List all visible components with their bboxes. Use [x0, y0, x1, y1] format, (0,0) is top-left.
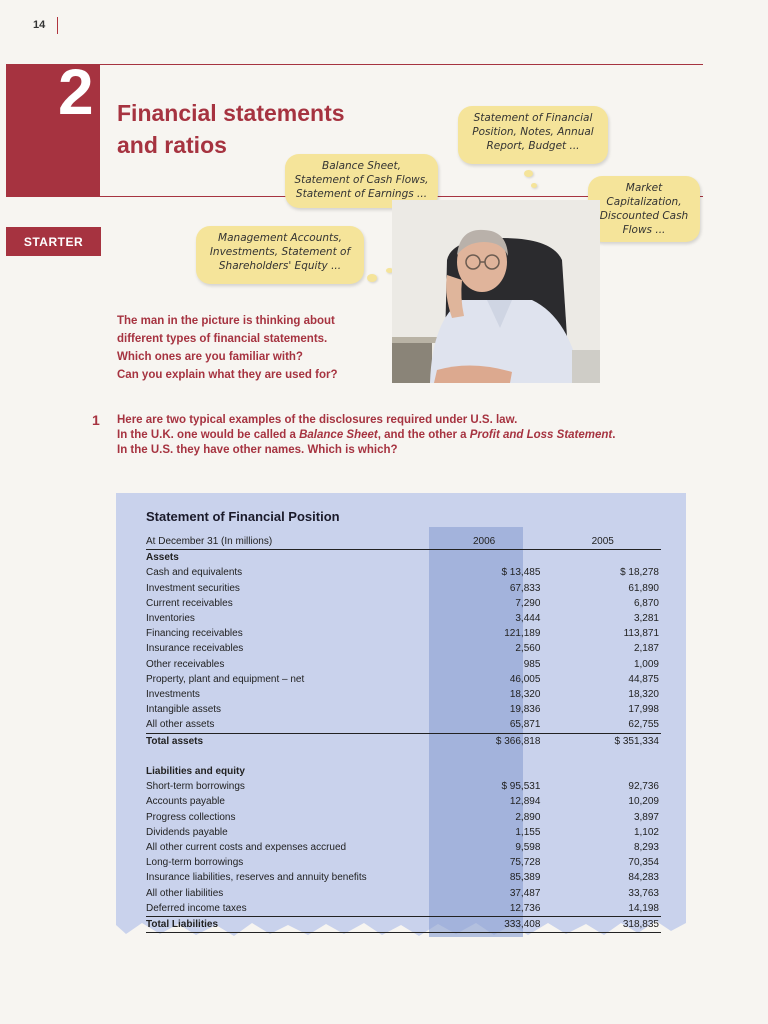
table-row	[146, 702, 661, 717]
unit-title-line1: Financial statements	[117, 100, 345, 126]
value-2005: 18,320	[628, 689, 659, 701]
header-rule-top	[100, 64, 703, 65]
value-2005: 10,209	[628, 796, 659, 808]
spacer-row	[146, 749, 661, 764]
value-2006: 1,155	[515, 826, 541, 838]
exercise-text: .	[612, 429, 616, 441]
thought-bubble-4: Management Accounts, Investments, Statement of Shareholders' Equity ...	[196, 226, 364, 284]
value-2005: 14,198	[628, 902, 659, 914]
businessman-photo	[392, 200, 600, 383]
value-2005: 17,998	[628, 704, 659, 716]
value-2005: 33,763	[628, 887, 659, 899]
value-2006: 7,290	[515, 597, 541, 609]
table-row	[146, 626, 661, 641]
row-label: Financing receivables	[146, 628, 243, 640]
table-row	[146, 901, 661, 917]
thought-bubble-2: Balance Sheet, Statement of Cash Flows, Statement of Earnings ...	[285, 154, 438, 208]
value-2005: 6,870	[633, 597, 659, 609]
question-line: different types of financial statements.	[117, 333, 328, 345]
table-row	[146, 825, 661, 840]
value-2005: 70,354	[628, 857, 659, 869]
row-label: Accounts payable	[146, 796, 225, 808]
value-2005: 84,283	[628, 872, 659, 884]
table-row	[146, 794, 661, 809]
header-2006: 2006	[428, 534, 547, 550]
exercise-line	[117, 428, 697, 443]
page-number-divider	[57, 17, 58, 34]
assets-heading: Assets	[146, 552, 179, 564]
total-liabilities-2006: 333,408	[428, 917, 547, 933]
thought-bubble-1: Statement of Financial Position, Notes, Annual Report, Budget ...	[458, 106, 608, 164]
thought-bubble-3: Market Capitalization, Discounted Cash Flows ...	[588, 176, 700, 242]
value-2005: 3,281	[633, 613, 659, 625]
value-2006: 46,005	[509, 673, 541, 685]
header-label: At December 31 (In millions)	[146, 534, 428, 550]
value-2005: 8,293	[633, 842, 659, 854]
value-2005: 113,871	[623, 628, 659, 640]
row-label: Short-term borrowings	[146, 781, 245, 793]
row-label: Insurance liabilities, reserves and annuity benefits	[146, 872, 367, 884]
row-label: Insurance receivables	[146, 643, 244, 655]
value-2005: 61,890	[628, 582, 659, 594]
table-row	[146, 687, 661, 702]
starter-question	[117, 312, 377, 384]
table-row	[146, 596, 661, 611]
exercise-line: In the U.S. they have other names. Which is which?	[117, 444, 398, 456]
exercise-number: 1	[92, 412, 100, 428]
row-label: Deferred income taxes	[146, 902, 247, 914]
table-row	[146, 810, 661, 825]
value-2006: 75,728	[509, 857, 541, 869]
value-2006: 37,487	[509, 887, 541, 899]
value-2005: 1,102	[633, 826, 659, 838]
question-line: Can you explain what they are used for?	[117, 369, 338, 381]
row-label: Cash and equivalents	[146, 567, 243, 579]
value-2005: 3,897	[633, 811, 659, 823]
bubble-dot	[524, 170, 533, 177]
table-row	[146, 672, 661, 687]
statement-title: Statement of Financial Position	[146, 509, 340, 524]
total-assets-2005: $ 351,334	[546, 733, 661, 749]
value-2006: 18,320	[509, 689, 541, 701]
value-2006: 121,189	[504, 628, 541, 640]
value-2006: 9,598	[515, 842, 541, 854]
exercise-instructions	[117, 413, 697, 458]
exercise-line: Here are two typical examples of the disclosures required under U.S. law.	[117, 414, 518, 426]
value-2006: 985	[523, 658, 541, 670]
value-2006: 12,736	[509, 902, 541, 914]
total-assets-2006: $ 366,818	[428, 733, 547, 749]
section-heading-row	[146, 550, 661, 566]
value-2006: $ 95,531	[501, 781, 541, 793]
row-label: Investment securities	[146, 582, 240, 594]
value-2006: 12,894	[509, 796, 541, 808]
table-row	[146, 717, 661, 733]
row-label: All other current costs and expenses accrued	[146, 842, 347, 854]
row-label: Inventories	[146, 613, 195, 625]
value-2005: 62,755	[628, 719, 659, 731]
starter-label: STARTER	[6, 227, 101, 256]
exercise-text: , and the other a	[377, 429, 470, 441]
value-2005: 2,187	[633, 643, 659, 655]
table-row	[146, 779, 661, 794]
value-2006: 19,836	[509, 704, 541, 716]
value-2005: $ 18,278	[620, 567, 659, 579]
question-line: Which ones are you familiar with?	[117, 351, 303, 363]
term-balance-sheet: Balance Sheet	[299, 429, 378, 441]
table-row	[146, 870, 661, 885]
value-2006: 65,871	[509, 719, 541, 731]
total-liabilities-label: Total Liabilities	[146, 917, 428, 933]
table-row	[146, 840, 661, 855]
value-2005: 44,875	[628, 673, 659, 685]
total-liabilities-2005: 318,835	[546, 917, 661, 933]
row-label: All other liabilities	[146, 887, 224, 899]
unit-title	[117, 97, 397, 161]
unit-title-line2: and ratios	[117, 132, 227, 158]
value-2006: 3,444	[515, 613, 541, 625]
value-2005: 92,736	[628, 781, 659, 793]
row-label: Investments	[146, 689, 200, 701]
financial-statement	[116, 493, 686, 963]
table-row	[146, 886, 661, 901]
businessman-illustration	[392, 200, 600, 383]
total-liabilities-row	[146, 917, 661, 933]
row-label: Intangible assets	[146, 704, 222, 716]
table-row	[146, 565, 661, 580]
table-header-row	[146, 534, 661, 550]
total-assets-label: Total assets	[146, 733, 428, 749]
exercise-text: In the U.K. one would be called a	[117, 429, 300, 441]
row-label: All other assets	[146, 719, 215, 731]
value-2006: 67,833	[509, 582, 541, 594]
value-2005: 1,009	[633, 658, 659, 670]
bubble-dot	[531, 183, 537, 188]
row-label: Property, plant and equipment – net	[146, 673, 305, 685]
value-2006: 85,389	[509, 872, 541, 884]
section-heading-row	[146, 764, 661, 779]
table-row	[146, 641, 661, 656]
page-number: 14	[33, 19, 46, 31]
table-row	[146, 855, 661, 870]
row-label: Long-term borrowings	[146, 857, 244, 869]
term-profit-loss: Profit and Loss Statement	[469, 429, 613, 441]
bubble-dot	[367, 274, 377, 282]
table-row	[146, 657, 661, 672]
table-row	[146, 611, 661, 626]
header-2005: 2005	[546, 534, 661, 550]
row-label: Current receivables	[146, 597, 233, 609]
unit-number: 2	[58, 56, 92, 128]
row-label: Dividends payable	[146, 826, 228, 838]
value-2006: 2,890	[515, 811, 541, 823]
row-label: Other receivables	[146, 658, 225, 670]
question-line: The man in the picture is thinking about	[117, 315, 335, 327]
table-row	[146, 581, 661, 596]
value-2006: 2,560	[515, 643, 541, 655]
row-label: Progress collections	[146, 811, 236, 823]
statement-table	[146, 534, 661, 933]
liabilities-heading: Liabilities and equity	[146, 766, 245, 778]
total-assets-row	[146, 733, 661, 749]
value-2006: $ 13,485	[501, 567, 541, 579]
